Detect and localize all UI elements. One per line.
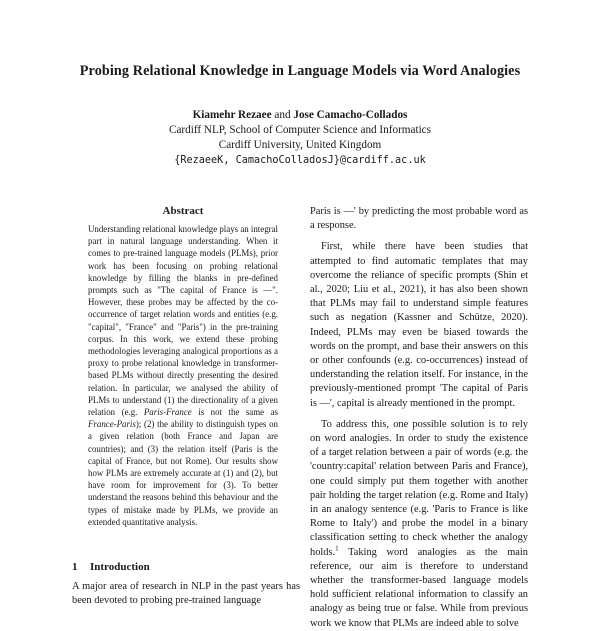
introduction-body <box>72 580 300 608</box>
section-title: Introduction <box>90 561 150 573</box>
author-name: Kiamehr Rezaee <box>192 109 272 121</box>
authors-line <box>0 109 600 121</box>
affiliation-line: Cardiff University, United Kingdom <box>218 139 382 151</box>
introduction-paragraph: A major area of research in NLP in the past years has been devoted to probing pre-trained language <box>72 581 300 607</box>
body-paragraph: First, while there have been studies that attempted to find automatic templates that may overcome the reliance of specific prompts (Shin et al., 2020; Liu et al., 2021), it has also been shown that PLMs may fail to understand simple features such as negation (Kassner and Schütze, 2020). Indeed, PLMs may even be biased towards the words on the prompt, and base their answers on this or other confounds (e.g. co-occurrences) instead of understanding the relation itself. For instance, in the previously-mentioned prompt 'The capital of Paris is —', capital is already mentioned in the prompt. <box>310 241 528 409</box>
author-email: {RezaeeK, CamachoColladosJ}@cardiff.ac.uk <box>174 155 426 166</box>
affiliation-line: Cardiff NLP, School of Computer Science and Informatics <box>168 124 432 136</box>
abstract-heading: Abstract <box>162 205 204 217</box>
abstract-body <box>88 223 278 528</box>
right-column <box>310 205 528 631</box>
body-paragraph: Paris is —' by predicting the most probable word as a response. <box>310 206 528 232</box>
abstract-paragraph: Understanding relational knowledge plays an integral part in natural language understanding. When it comes to pre-trained language models (PLMs), prior work has been focusing on probing relational knowledge by filling the blanks in pre-defined prompts such as "The capital of France is —". However, these probes may be affected by the co-occurrence of target relation words and entities (e.g. "capital", "France" and "Paris") in the pre-training corpus. In this work, we extend these probing methodologies leveraging analogical proportions as a proxy to probe relational knowledge in transformer-based PLMs without directly presenting the desired relation. In particular, we analysed the ability of PLMs to understand (1) the directionality of a given relation (e.g. Paris-France is not the same as France-Paris); (2) the ability to distinguish types on a given relation (both France and Japan are countries); and (3) the relation itself (Paris is the capital of France, but not Rome). Our results show how PLMs are extremely accurate at (1) and (2), but have room for improvement for (3). To better understand the reasons behind this behaviour and the types of mistake made by PLMs, we provide an extended quantitative analysis. <box>88 224 279 527</box>
body-paragraph: To address this, one possible solution is to rely on word analogies. In order to study the existence of a target relation between a pair of words (e.g. the 'country:capital' relation between Paris and France), one could simply put them together with another pair holding the target relation (e.g. Rome and Italy) in an analogy sentence (e.g. 'Paris to France is like Rome to Italy') and probe the model in a binary classification setting to check whether the analogy holds.$^1$ Taking word analogies as the main reference, our aim is therefore to understand whether the transformer-based language models hold sufficient relational information to classify an analogy as being true or false. While from previous work we know that PLMs are indeed able to solve <box>310 418 528 629</box>
author-name: Jose Camacho-Collados <box>293 109 408 121</box>
paper-title: Probing Relational Knowledge in Language Models via Word Analogies <box>79 63 521 79</box>
section-number: 1 <box>72 561 78 573</box>
footnote-marker[interactable]: 1 <box>335 544 339 553</box>
author-separator: and <box>274 109 291 121</box>
section-heading-introduction <box>72 561 150 573</box>
